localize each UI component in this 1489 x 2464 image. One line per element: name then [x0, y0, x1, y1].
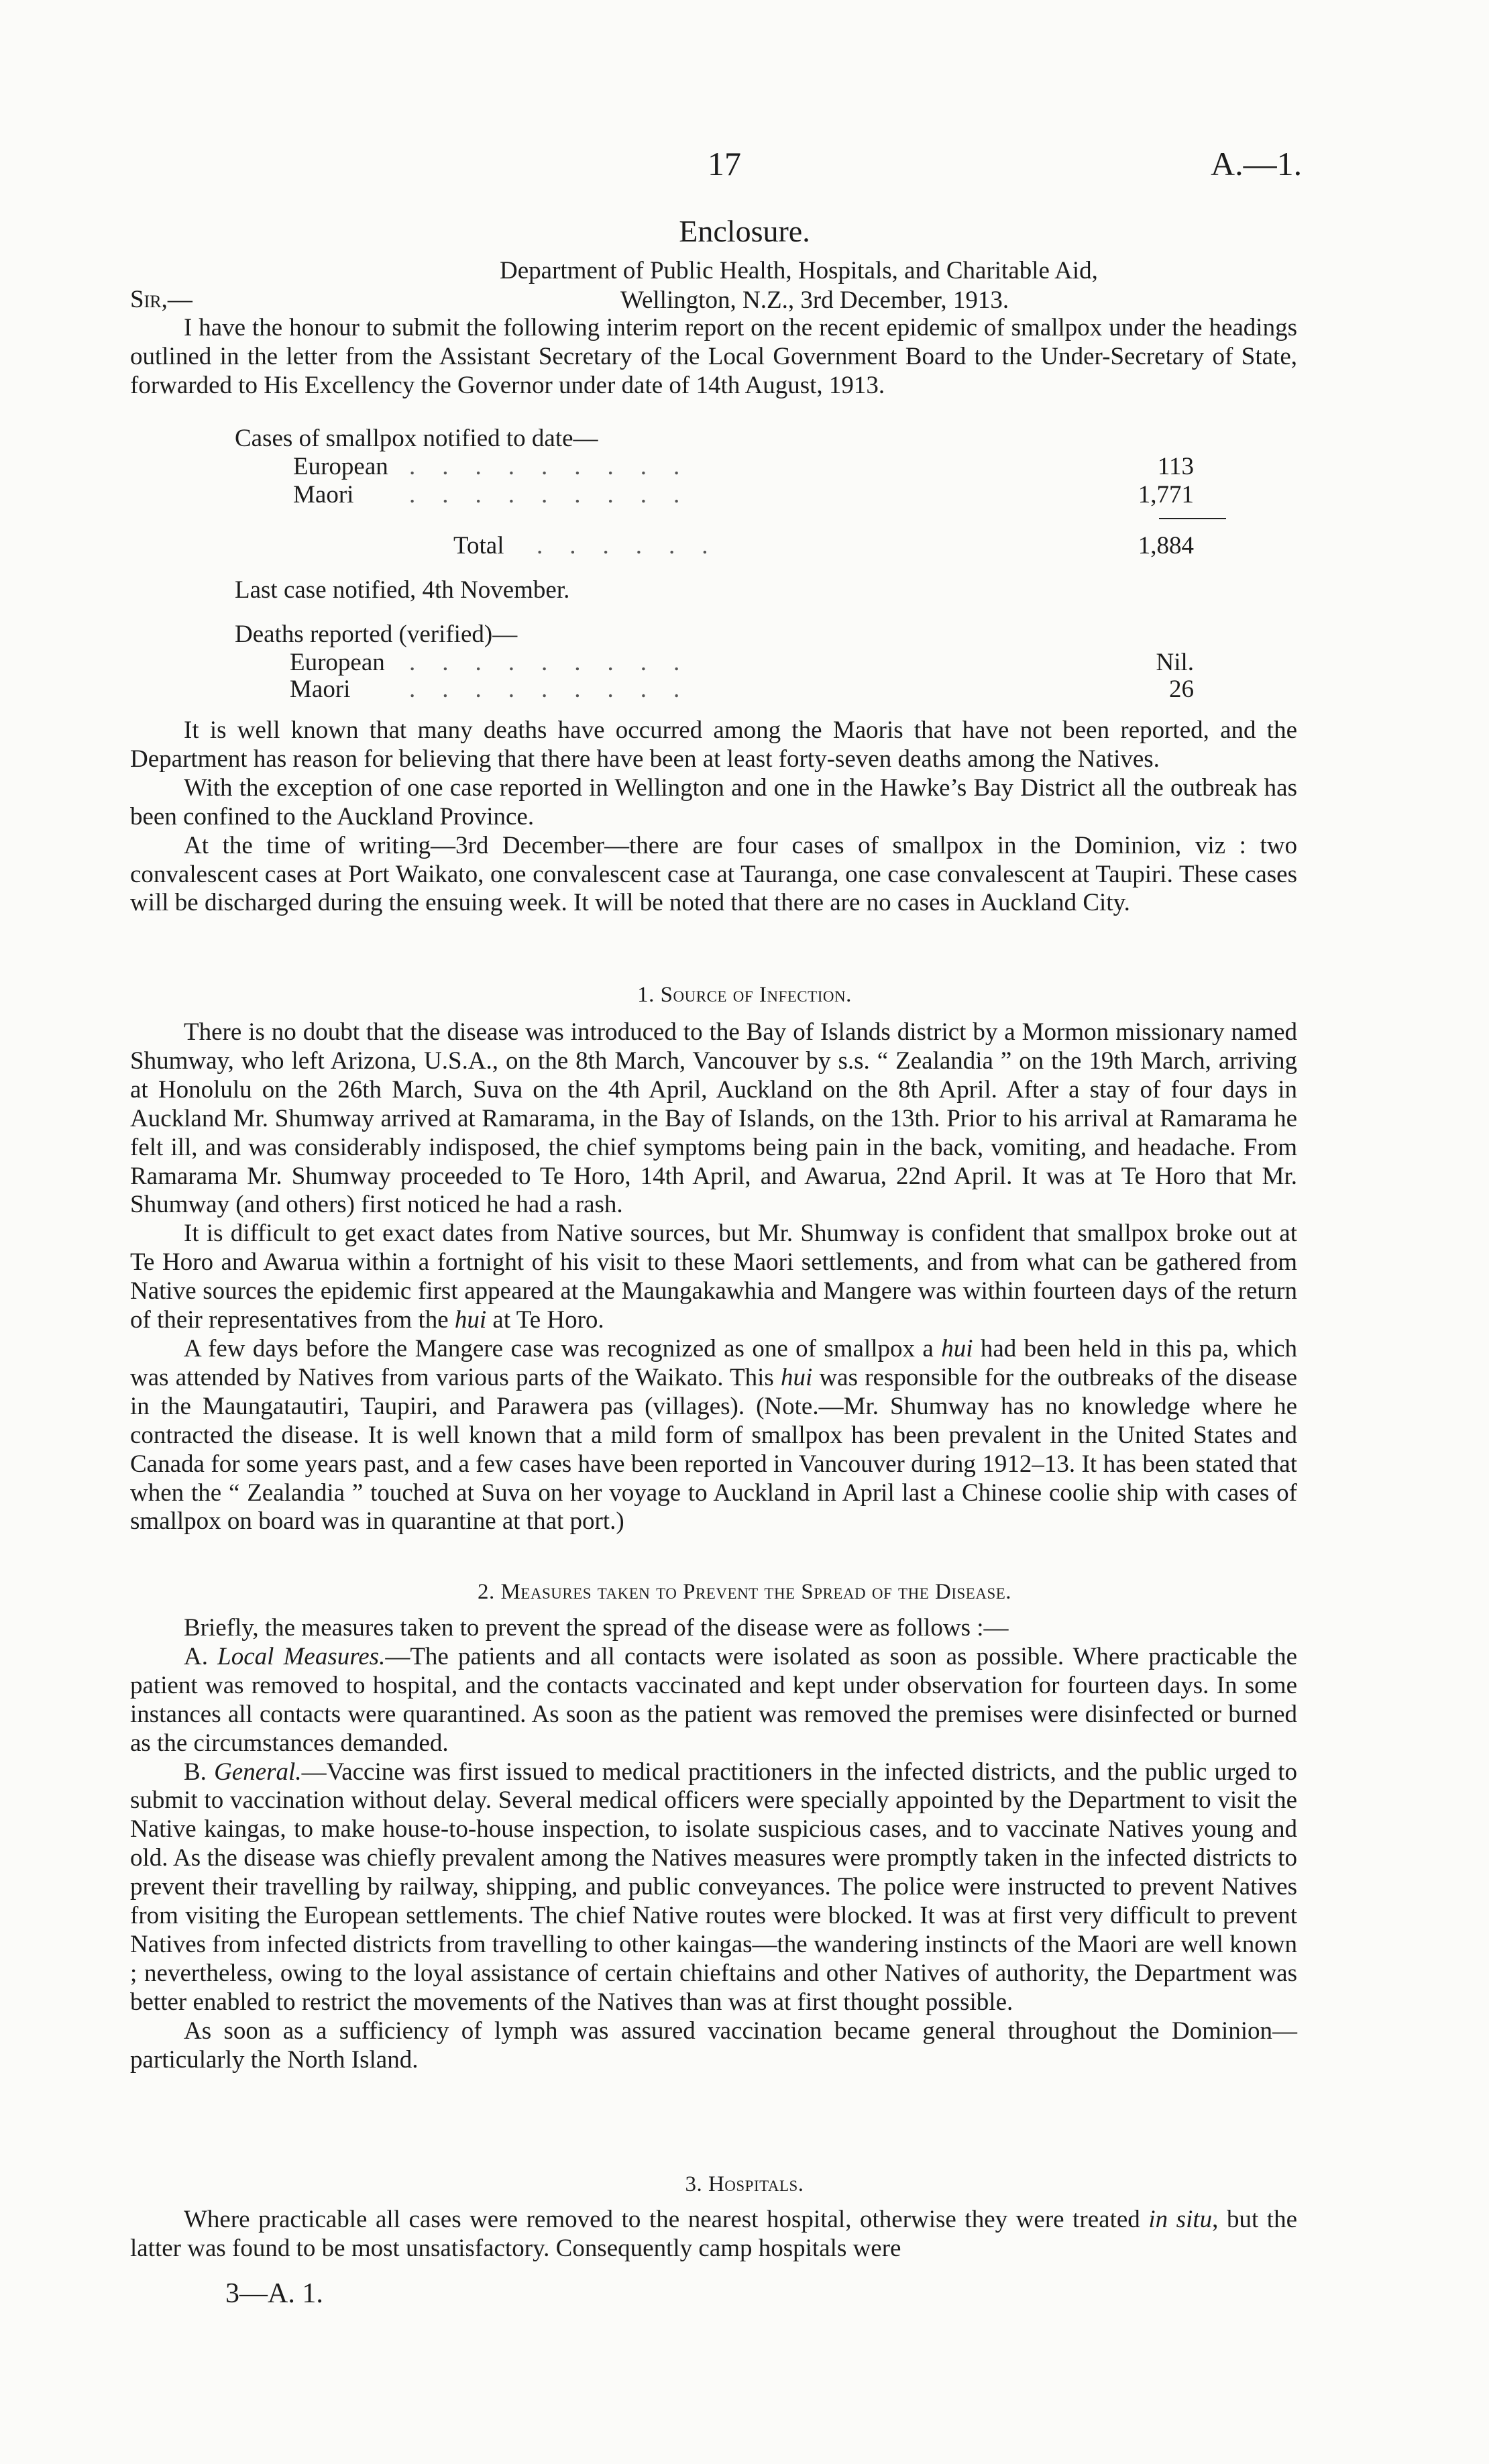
vaccination-paragraph: As soon as a sufficiency of lymph was assured vaccination became general throughout the Dominion—particularly the North Island.	[130, 2017, 1297, 2074]
total-rule	[1159, 518, 1226, 519]
cases-total-value: 1,884	[1138, 532, 1194, 559]
department-address	[500, 256, 1098, 315]
hui-term: hui	[941, 1334, 973, 1362]
measures-local: A. Local Measures.—The patients and all contacts were isolated as soon as possible. Where practicable the patient was removed to hospital, and the contacts vaccinated and kept under observation for fourteen days. In some instances all contacts were quarantined. As soon as the patient was removed the premises were disinfected or burned as the circumstances demanded.	[130, 1642, 1298, 1757]
current-cases-paragraph: At the time of writing—3rd December—there are four cases of smallpox in the Dominion, viz : two convalescent cases at Port Waikato, one convalescent case at Tauranga, one case convalescent at Taupiri. These cases will be discharged during the ensuing week. It will be noted that there are no cases in Auckland City.	[130, 831, 1297, 917]
hui-term: hui	[780, 1363, 813, 1391]
summary-block	[130, 716, 1297, 918]
in-situ-term: in situ	[1148, 2206, 1213, 2233]
section-1-body	[130, 1018, 1297, 1536]
local-measures-title: Local Measures.	[217, 1642, 386, 1670]
section-3-heading: 3. Hospitals.	[685, 2172, 804, 2196]
leader-dots: .........	[409, 649, 707, 676]
measures-general: B. General.—Vaccine was first issued to medical practitioners in the infected districts, and the public urged to submit to vaccination without delay. Several medical officers were specially appointed by the Department to visit the Native kaingas, to make house-to-house inspection, to isolate suspicious cases, and to vaccinate Natives young and old. As the disease was chiefly prevalent among the Natives measures were promptly taken in the infected districts to prevent their travelling by railway, shipping, and public conveyances. The police were instructed to prevent Natives from visiting the European settlements. The chief Native routes were blocked. It was at first very difficult to prevent Natives from infected districts from travelling to other kaingas—the wandering instincts of the Maori are well known ; nevertheless, owing to the loyal assistance of certain chieftains and other Natives of authority, the Department was better enabled to restrict the movements of the Natives than was at first thought possible.	[130, 1758, 1298, 2016]
section-1-heading: 1. Source of Infection.	[637, 983, 852, 1007]
cases-row-maori-value: 1,771	[1138, 481, 1194, 508]
cases-heading: Cases of smallpox notified to date—	[235, 425, 598, 452]
deaths-row-european-label: European	[290, 649, 385, 676]
deaths-row-european-value: Nil.	[1156, 649, 1194, 676]
hui-term: hui	[454, 1306, 487, 1334]
measures-intro: Briefly, the measures taken to prevent the spread of the disease were as follows :—	[184, 1614, 1009, 1642]
deaths-heading: Deaths reported (verified)—	[235, 621, 518, 648]
last-case-notified: Last case notified, 4th November.	[235, 576, 570, 604]
deaths-row-maori-label: Maori	[290, 676, 351, 703]
leader-dots: .........	[409, 453, 707, 480]
general-title: General.	[214, 1758, 302, 1786]
hospitals-paragraph: Where practicable all cases were removed to the nearest hospital, otherwise they were treated in situ, but the latter was found to be most unsatisfactory. Consequently camp hospitals were	[130, 2206, 1298, 2262]
enclosure-title: Enclosure.	[679, 214, 810, 248]
source-paragraph-2: It is difficult to get exact dates from Native sources, but Mr. Shumway is confident that smallpox broke out at Te Horo and Awarua within a fortnight of his visit to these Maori settlements, and from what can be gathered from Native sources the epidemic first appeared at the Maungakawhia and Mangere was within fourteen days of the return of their representatives from the hui at Te Horo.	[130, 1220, 1297, 1334]
cases-row-european-value: 113	[1157, 453, 1194, 480]
deaths-row-maori-value: 26	[1169, 676, 1194, 703]
source-paragraph-3: A few days before the Mangere case was recognized as one of smallpox a hui had been held in this pa, which was attended by Natives from various parts of the Waikato. This hui was responsible for the outbreaks of the disease in the Maungatautiri, Taupiri, and Parawera pas (villages). (Note.—Mr. Shumway has no knowledge where he contracted the disease. It is well known that a mild form of smallpox has been prevalent in the United States and Canada for some years past, and a few cases have been reported in Vancouver during 1912–13. It has been stated that when the “ Zealandia ” touched at Suva on her voyage to Auckland in April last a Chinese coolie ship with cases of smallpox on board was in quarantine at that port.)	[130, 1334, 1297, 1536]
department-line-2: Wellington, N.Z., 3rd December, 1913.	[620, 286, 1009, 314]
section-3-body	[130, 2206, 1297, 2263]
intro-paragraph: I have the honour to submit the following interim report on the recent epidemic of smallpox under the headings outlined in the letter from the Assistant Secretary of the Local Government Board to the Under-Secretary of State, forwarded to His Excellency the Governor under date of 14th August, 1913.	[130, 314, 1297, 399]
salutation: Sir,—	[130, 286, 192, 313]
signature-mark: 3—A. 1.	[225, 2278, 323, 2309]
cases-row-maori-label: Maori	[293, 481, 354, 508]
province-paragraph: With the exception of one case reported in Wellington and one in the Hawke’s Bay District all the outbreak has been confined to the Auckland Province.	[130, 773, 1297, 831]
leader-dots: ......	[537, 532, 735, 559]
deaths-paragraph: It is well known that many deaths have occurred among the Maoris that have not been reported, and the Department has reason for believing that there have been at least forty-seven deaths among the Natives.	[130, 716, 1297, 773]
cases-total-label: Total	[453, 532, 504, 559]
section-2-body	[130, 1614, 1297, 2075]
leader-dots: .........	[409, 481, 707, 508]
page-number: 17	[708, 145, 741, 182]
leader-dots: .........	[409, 676, 707, 703]
source-paragraph-1: There is no doubt that the disease was introduced to the Bay of Islands district by a Mormon missionary named Shumway, who left Arizona, U.S.A., on the 8th March, Vancouver by s.s. “ Zealandia ” on the 19th March, arriving at Honolulu on the 26th March, Suva on the 4th April, Auckland on the 8th April. After a stay of four days in Auckland Mr. Shumway arrived at Ramarama, in the Bay of Islands, on the 13th. Prior to his arrival at Ramarama he felt ill, and was considerably indisposed, the chief symptoms being pain in the back, vomiting, and headache. From Ramarama Mr. Shumway proceeded to Te Horo, 14th April, and Awarua, 22nd April. It was at Te Horo that Mr. Shumway (and others) first noticed he had a rash.	[130, 1018, 1297, 1219]
document-reference: A.—1.	[1211, 145, 1303, 182]
cases-row-european-label: European	[293, 453, 388, 480]
section-2-heading: 2. Measures taken to Prevent the Spread of the Disease.	[477, 1580, 1012, 1604]
intro-block	[130, 314, 1297, 400]
department-line-1: Department of Public Health, Hospitals, and Charitable Aid,	[500, 257, 1098, 284]
